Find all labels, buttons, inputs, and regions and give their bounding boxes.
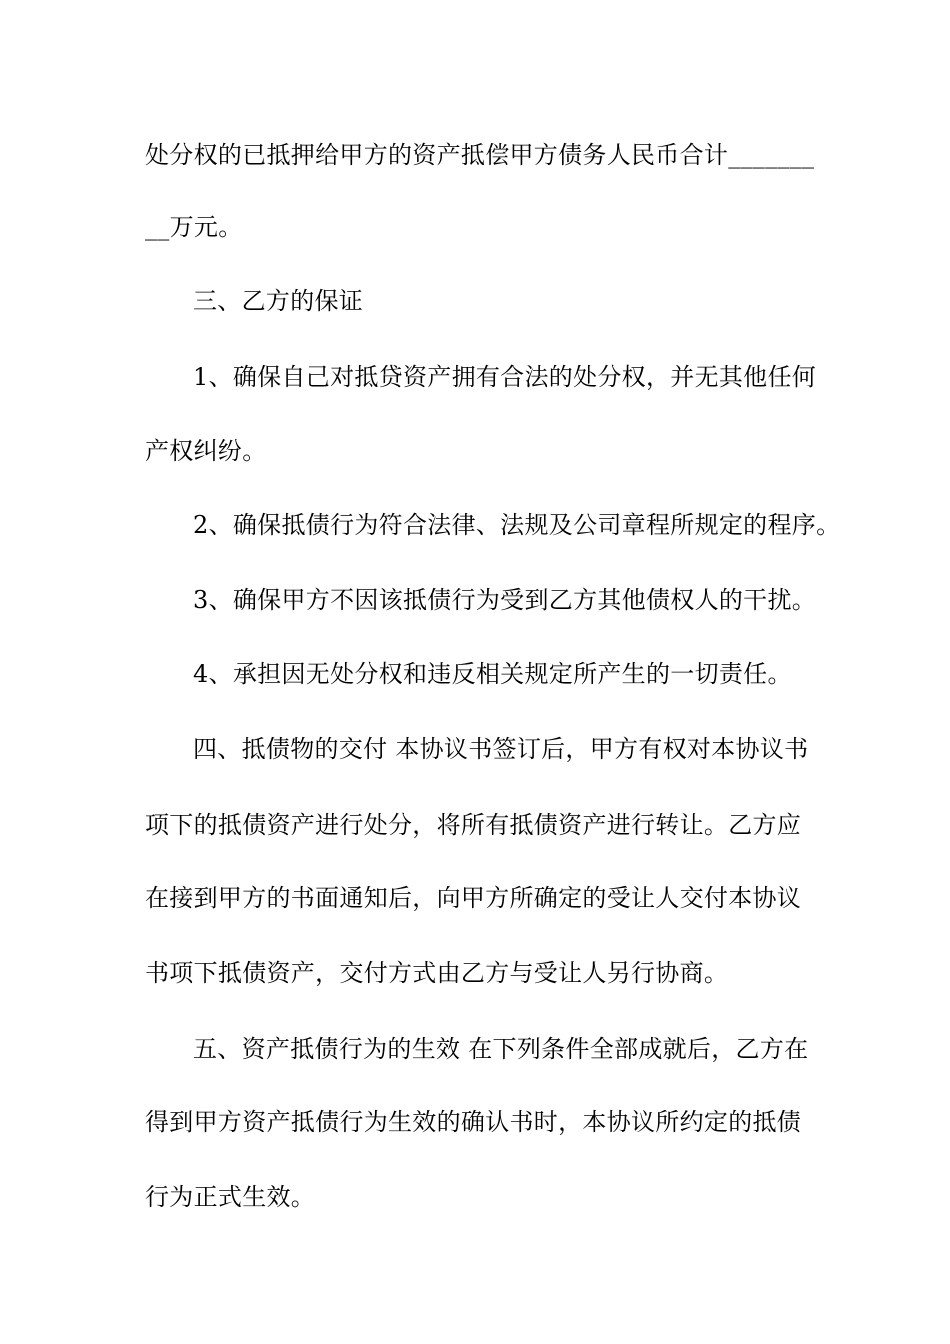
text-line: 书项下抵债资产，交付方式由乙方与受让人另行协商。 [145,959,729,987]
text-line: 产权纠纷。 [145,437,267,465]
text-line: 得到甲方资产抵债行为生效的确认书时，本协议所约定的抵债 [145,1108,802,1136]
text-line: 项下的抵债资产进行处分，将所有抵债资产进行转让。乙方应 [145,811,802,839]
text-line: 4、承担因无处分权和违反相关规定所产生的一切责任。 [193,660,792,688]
section-heading: 三、乙方的保证 [193,287,364,315]
text-line: 四、抵债物的交付 本协议书签订后，甲方有权对本协议书 [193,735,809,763]
text-line: 处分权的已抵押给甲方的资产抵偿甲方债务人民币合计_______ [145,141,815,169]
text-line: 行为正式生效。 [145,1183,316,1211]
text-line: __万元。 [145,213,243,241]
text-line: 在接到甲方的书面通知后，向甲方所确定的受让人交付本协议 [145,884,802,912]
text-line: 五、资产抵债行为的生效 在下列条件全部成就后，乙方在 [193,1035,809,1063]
text-line: 1、确保自己对抵贷资产拥有合法的处分权，并无其他任何 [193,363,817,391]
text-line: 2、确保抵债行为符合法律、法规及公司章程所规定的程序。 [193,511,841,539]
text-line: 3、确保甲方不因该抵债行为受到乙方其他债权人的干扰。 [193,586,817,614]
